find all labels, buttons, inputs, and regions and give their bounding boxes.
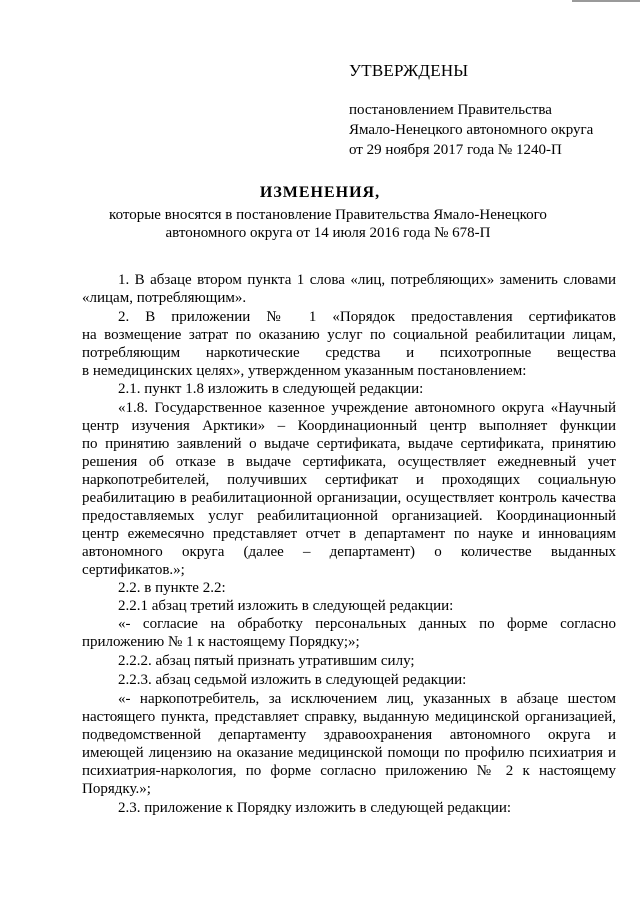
body-line: «- согласие на обработку персональных данных по форме согласно (118, 616, 616, 632)
body-line: подведомственной департаменту здравоохранения автономного округа и (82, 727, 616, 743)
body-line: 2.2.2. абзац пятый признать утратившим силу; (118, 653, 415, 669)
body-line: приложению № 1 к настоящему Порядку;»; (82, 634, 360, 650)
body-line: 2.2.1 абзац третий изложить в следующей редакции: (118, 598, 454, 614)
body-line: центр ежемесячно представляет отчет в департамент по науке и инновациям (82, 526, 616, 542)
approval-line: от 29 ноября 2017 года № 1240-П (349, 142, 562, 158)
body-line: психиатрия-наркология, по форме согласно приложению № 2 к настоящему (82, 763, 616, 779)
document-title: ИЗМЕНЕНИЯ, (259, 184, 381, 201)
body-line: 2.2. в пункте 2.2: (118, 580, 226, 596)
body-line: наркопотребителей, получивших сертификат и проходящих социальную (82, 472, 616, 488)
subtitle-line: автономного округа от 14 июля 2016 года № 678-П (165, 225, 491, 241)
approval-details (349, 100, 593, 160)
body-line: 2.1. пункт 1.8 изложить в следующей редакции: (118, 381, 424, 397)
body-line: «- наркопотребитель, за исключением лиц, указанных в абзаце шестом (118, 691, 616, 707)
body-line: 1. В абзаце втором пункта 1 слова «лиц, потребляющих» заменить словами (118, 272, 616, 288)
body-line: имеющей лицензию на оказание медицинской помощи по профилю психиатрия и (82, 745, 616, 761)
body-line: автономного округа (далее – департамент) о количестве выданных (82, 544, 616, 560)
body-line: реабилитацию в реабилитационной организации, осуществляет контроль качества (82, 490, 616, 506)
body-line: на возмещение затрат по оказанию услуг по социальной реабилитации лицам, (82, 327, 616, 343)
body-line: «1.8. Государственное казенное учреждение автономного округа «Научный (118, 400, 616, 416)
body-line: 2.3. приложение к Порядку изложить в следующей редакции: (118, 800, 512, 816)
document-subtitle (40, 206, 616, 242)
body-line: решения об отказе в выдаче сертификата, осуществляет ежедневный учет (82, 454, 616, 470)
approval-stamp-title: УТВЕРЖДЕНЫ (349, 61, 469, 80)
scan-edge-mark (572, 0, 640, 2)
body-line: предоставляемых услуг реабилитационной организацией. Координационный (82, 508, 616, 524)
body-line: по принятию заявлений о выдаче сертификата, выдаче сертификата, принятию (82, 436, 616, 452)
document-body (82, 271, 616, 817)
body-line: настоящего пункта, представляет справку, выданную медицинской организацией, (82, 709, 616, 725)
body-line: центр изучения Арктики» – Координационный центр выполняет функции (82, 418, 616, 434)
body-line: 2.2.3. абзац седьмой изложить в следующей редакции: (118, 672, 467, 688)
approval-line: Ямало-Ненецкого автономного округа (349, 122, 594, 138)
body-line: потребляющим наркотические средства и психотропные вещества (82, 345, 616, 361)
body-line: сертификатов.»; (82, 562, 185, 578)
body-line: 2. В приложении № 1 «Порядок предоставления сертификатов (118, 309, 616, 325)
subtitle-line: которые вносятся в постановление Правительства Ямало-Ненецкого (109, 207, 547, 223)
body-line: Порядку.»; (82, 781, 151, 797)
body-line: в немедицинских целях», утвержденном указанным постановлением: (82, 363, 527, 379)
approval-line: постановлением Правительства (349, 102, 552, 118)
body-line: «лицам, потребляющим». (82, 290, 247, 306)
